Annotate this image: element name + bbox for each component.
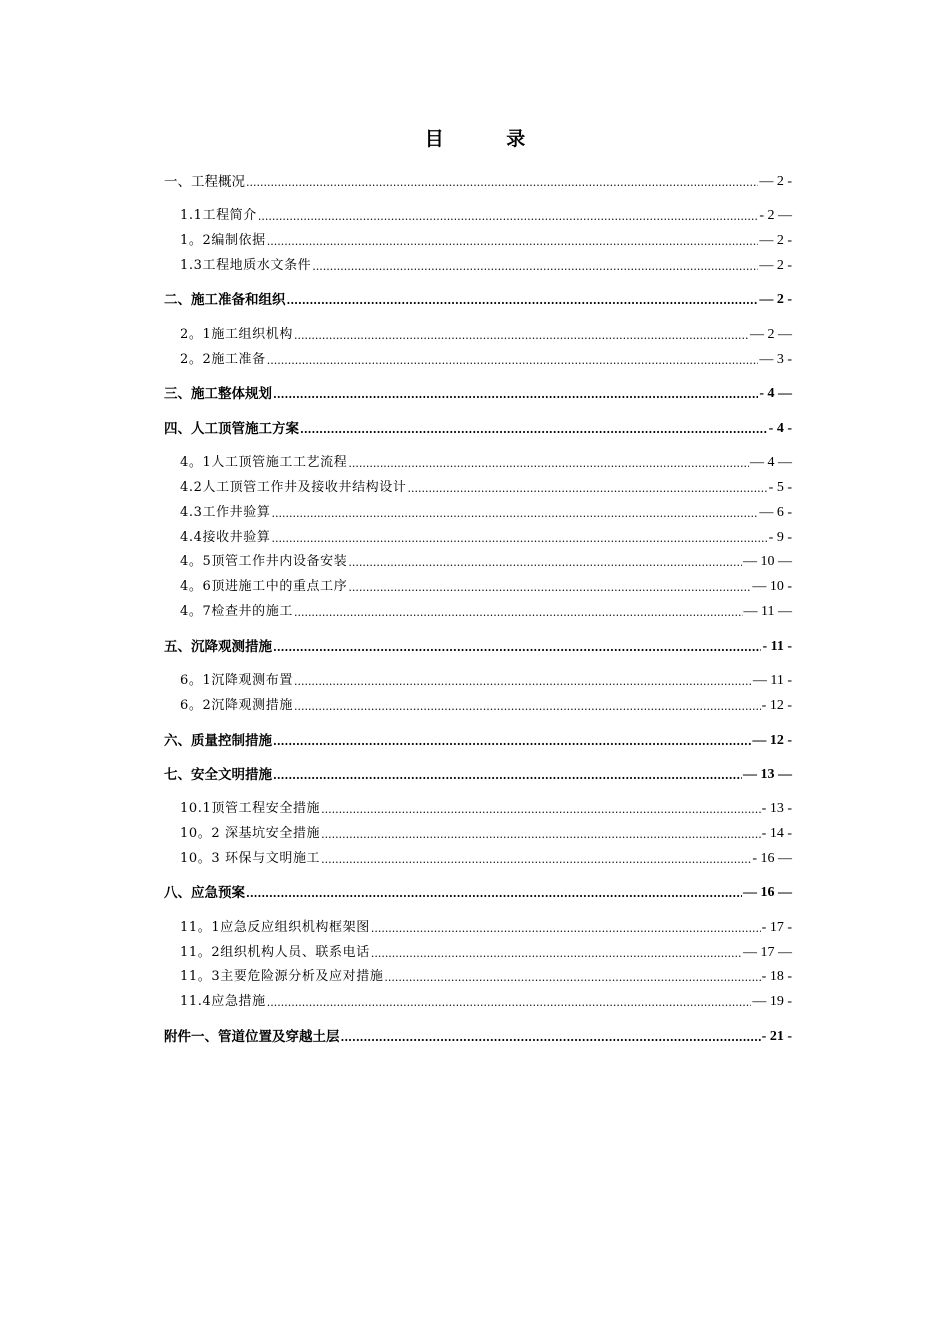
toc-entry-page-number: — 2 - [759, 258, 792, 273]
toc-entry-label: 11。2组织机构人员、联系电话 [180, 945, 370, 960]
toc-entry-label: 10.1顶管工程安全措施 [180, 801, 321, 816]
dot-leader [294, 603, 743, 623]
toc-entry-label: 11。1应急反应组织机构框架图 [180, 920, 370, 935]
toc-entry-page-number: - 11 - [762, 639, 792, 654]
toc-entry-page-number: — 11 - [752, 673, 792, 688]
toc-entry[interactable] [164, 171, 792, 193]
toc-entry-page-number: - 14 - [761, 826, 792, 841]
toc-entry-label: 6。1沉降观测布置 [180, 673, 293, 688]
toc-entry[interactable] [180, 230, 792, 252]
toc-entry-page-number: - 16 — [752, 851, 792, 866]
toc-entry-label: 10。3 环保与文明施工 [180, 851, 321, 866]
dot-leader [312, 257, 758, 277]
toc-entry-label: 4.3工作井验算 [180, 505, 271, 520]
toc-entry-label: 4.2人工顶管工作井及接收井结构设计 [180, 480, 407, 495]
toc-entry-page-number: — 2 — [750, 327, 792, 342]
toc-entry-label: 1.1工程简介 [180, 208, 257, 223]
toc-entry[interactable] [180, 798, 792, 820]
toc-entry-label: 4.4接收井验算 [180, 530, 271, 545]
toc-entry[interactable] [180, 255, 792, 277]
toc-entry-page-number: — 6 - [759, 505, 792, 520]
toc-entry[interactable] [164, 289, 792, 311]
toc-entry-label: 4。6顶进施工中的重点工序 [180, 579, 348, 594]
dot-leader [287, 291, 759, 311]
toc-entry-page-number: — 12 - [752, 733, 792, 748]
dot-leader [273, 766, 742, 786]
toc-entry[interactable] [180, 452, 792, 474]
dot-leader [384, 968, 760, 988]
toc-entry-page-number: — 3 - [759, 352, 792, 367]
toc-entry-page-number: — 13 — [743, 767, 792, 782]
toc-entry-page-number: - 18 - [761, 969, 792, 984]
toc-entry[interactable] [180, 551, 792, 573]
dot-leader [273, 732, 751, 752]
toc-entry[interactable] [180, 917, 792, 939]
toc-entry-label: 六、质量控制措施 [164, 733, 272, 749]
dot-leader [273, 638, 761, 658]
toc-entry[interactable] [180, 324, 792, 346]
toc-entry[interactable] [164, 764, 792, 786]
toc-entry-label: 6。2沉降观测措施 [180, 698, 293, 713]
toc-entry[interactable] [180, 695, 792, 717]
toc-entry-label: 附件一、管道位置及穿越土层 [164, 1029, 340, 1045]
toc-entry-label: 4。5顶管工作井内设备安装 [180, 554, 348, 569]
toc-entry-page-number: - 4 — [759, 386, 792, 401]
dot-leader [294, 697, 761, 717]
dot-leader [267, 993, 752, 1013]
toc-entry[interactable] [164, 882, 792, 904]
toc-title: 目 录 [424, 128, 554, 150]
toc-entry-label: 七、安全文明措施 [164, 767, 272, 783]
toc-entry[interactable] [164, 636, 792, 658]
dot-leader [258, 207, 758, 227]
toc-entry-label: 4。1人工顶管施工工艺流程 [180, 455, 348, 470]
toc-entry[interactable] [180, 349, 792, 371]
toc-entry-page-number: — 2 - [759, 174, 792, 189]
toc-entry[interactable] [180, 502, 792, 524]
dot-leader [371, 944, 742, 964]
dot-leader [246, 173, 758, 193]
toc-entry-page-number: - 12 - [761, 698, 792, 713]
toc-entry[interactable] [180, 576, 792, 598]
dot-leader [267, 232, 759, 252]
toc-entry[interactable] [180, 601, 792, 623]
dot-leader [273, 385, 758, 405]
toc-entry-page-number: - 21 - [761, 1029, 792, 1044]
dot-leader [348, 578, 751, 598]
toc-entry-label: 八、应急预案 [164, 885, 245, 901]
toc-entry[interactable] [164, 418, 792, 440]
toc-entry[interactable] [180, 942, 792, 964]
toc-entry[interactable] [180, 848, 792, 870]
toc-entry[interactable] [180, 670, 792, 692]
toc-entry-page-number: - 5 - [768, 480, 792, 495]
dot-leader [321, 800, 761, 820]
toc-entry[interactable] [180, 966, 792, 988]
toc-entry-page-number: — 19 - [752, 994, 792, 1009]
dot-leader [267, 351, 759, 371]
toc-entry-label: 10。2 深基坑安全措施 [180, 826, 321, 841]
toc-entry-label: 三、施工整体规划 [164, 386, 272, 402]
dot-leader [321, 850, 751, 870]
toc-entry[interactable] [164, 383, 792, 405]
toc-entry-label: 五、沉降观测措施 [164, 639, 272, 655]
toc-entry-label: 2。1施工组织机构 [180, 327, 293, 342]
toc-entry-page-number: - 4 - [768, 421, 792, 436]
toc-entry-label: 2。2施工准备 [180, 352, 266, 367]
toc-entry-page-number: - 13 - [761, 801, 792, 816]
dot-leader [348, 454, 749, 474]
toc-entry-page-number: — 16 — [743, 885, 792, 900]
dot-leader [348, 553, 742, 573]
toc-entry[interactable] [164, 730, 792, 752]
dot-leader [300, 420, 768, 440]
toc-entry-page-number: — 10 — [743, 554, 792, 569]
toc-entry-page-number: — 4 — [750, 455, 792, 470]
toc-entry-label: 1.3工程地质水文条件 [180, 258, 312, 273]
toc-entry-label: 1。2编制依据 [180, 233, 266, 248]
toc-entry-page-number: — 11 — [743, 604, 792, 619]
dot-leader [271, 504, 758, 524]
toc-entry[interactable] [164, 1026, 792, 1048]
toc-entry-label: 11。3主要危险源分析及应对措施 [180, 969, 384, 984]
toc-entry-label: 11.4应急措施 [180, 994, 266, 1009]
dot-leader [271, 529, 767, 549]
toc-entry-page-number: - 9 - [768, 530, 792, 545]
dot-leader [321, 825, 761, 845]
toc-entry-page-number: - 17 - [761, 920, 792, 935]
dot-leader [341, 1028, 761, 1048]
toc-entry-page-number: — 17 — [743, 945, 792, 960]
toc-entry[interactable] [180, 823, 792, 845]
toc-entry-label: 一、工程概况 [164, 174, 245, 190]
toc-entry-page-number: — 2 - [759, 292, 792, 307]
toc-entry-label: 四、人工顶管施工方案 [164, 421, 299, 437]
dot-leader [407, 479, 767, 499]
toc-entry[interactable] [180, 477, 792, 499]
toc-entry-page-number: — 2 - [759, 233, 792, 248]
dot-leader [371, 919, 761, 939]
toc-entry-label: 4。7检查井的施工 [180, 604, 293, 619]
toc-entry-label: 二、施工准备和组织 [164, 292, 286, 308]
dot-leader [294, 326, 749, 346]
dot-leader [294, 672, 752, 692]
toc-entry-page-number: - 2 — [759, 208, 792, 223]
dot-leader [246, 884, 742, 904]
toc-entry-page-number: — 10 - [752, 579, 792, 594]
toc-entry[interactable] [180, 527, 792, 549]
toc-entry[interactable] [180, 991, 792, 1013]
toc-entry[interactable] [180, 205, 792, 227]
